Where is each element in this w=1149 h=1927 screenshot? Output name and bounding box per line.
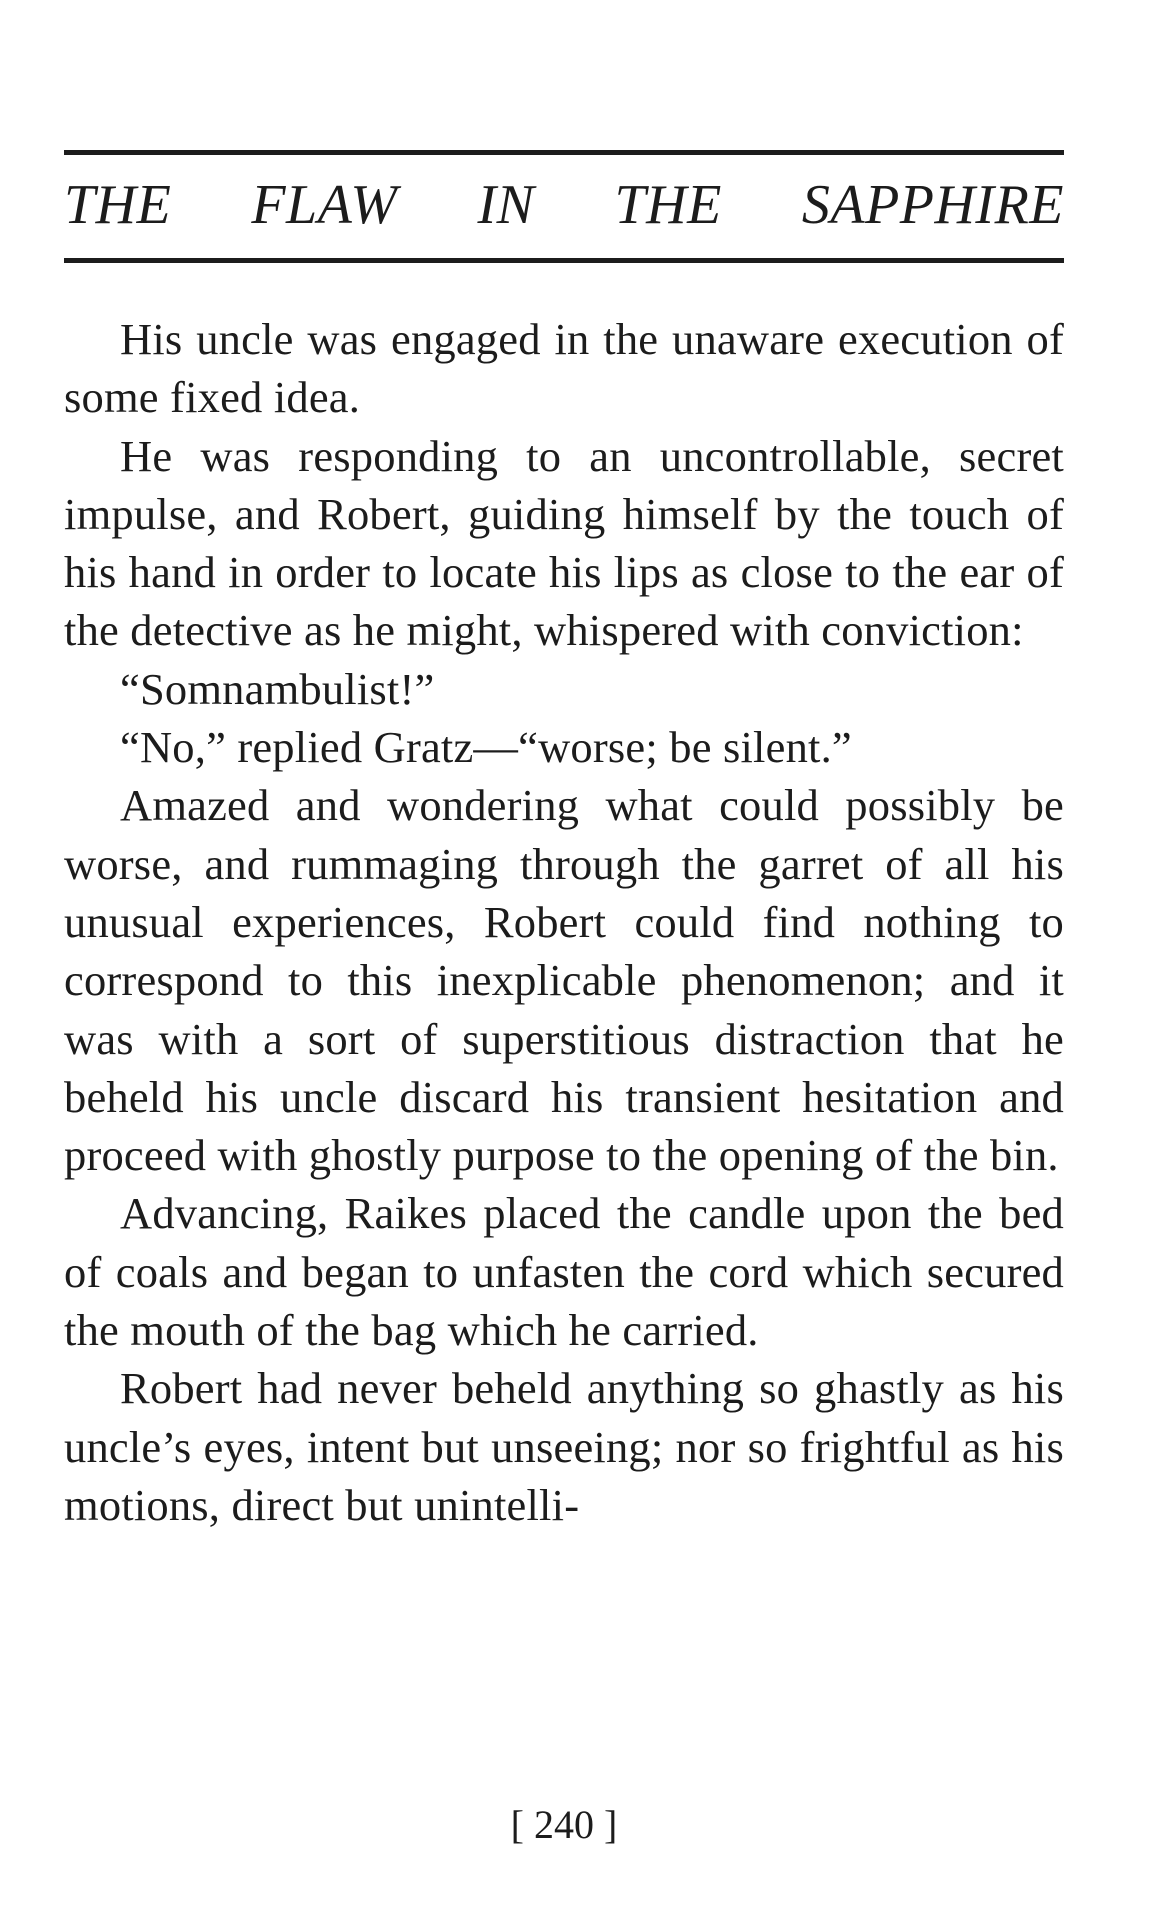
paragraph: He was responding to an uncontrollable, secret impulse, and Robert, guiding himself by the touch of his hand in order to locate his lips as close to the ear of the detective as he might, whispered with conviction: xyxy=(64,430,1064,656)
book-page xyxy=(64,0,1064,1927)
header-rule-top xyxy=(64,150,1064,155)
running-head: THE FLAW IN THE SAPPHIRE xyxy=(64,174,1064,236)
page-number: [ 240 ] xyxy=(510,1802,618,1847)
paragraph: “Somnambulist!” xyxy=(120,663,435,714)
paragraph: “No,” replied Gratz—“worse; be silent.” xyxy=(120,722,852,773)
paragraph: Amazed and wondering what could possibly be worse, and rummaging through the garret of all his unusual experiences, Robert could find nothing to correspond to this inexplicable phenomenon; and it was with a sort of superstitious distraction that he beheld his uncle discard his transient hesitation and proceed with ghostly purpose to the opening of the bin. xyxy=(64,780,1064,1181)
paragraph: Robert had never beheld anything so ghastly as his uncle’s eyes, intent but unseeing; nor so frightful as his motions, direct but unintelli- xyxy=(64,1363,1064,1530)
paragraph: His uncle was engaged in the unaware execution of some fixed idea. xyxy=(64,314,1064,423)
paragraph: Advancing, Raikes placed the candle upon the bed of coals and began to unfasten the cord which secured the mouth of the bag which he carried. xyxy=(64,1188,1064,1356)
header-rule-bottom xyxy=(64,258,1064,263)
body-text xyxy=(64,310,1064,1534)
